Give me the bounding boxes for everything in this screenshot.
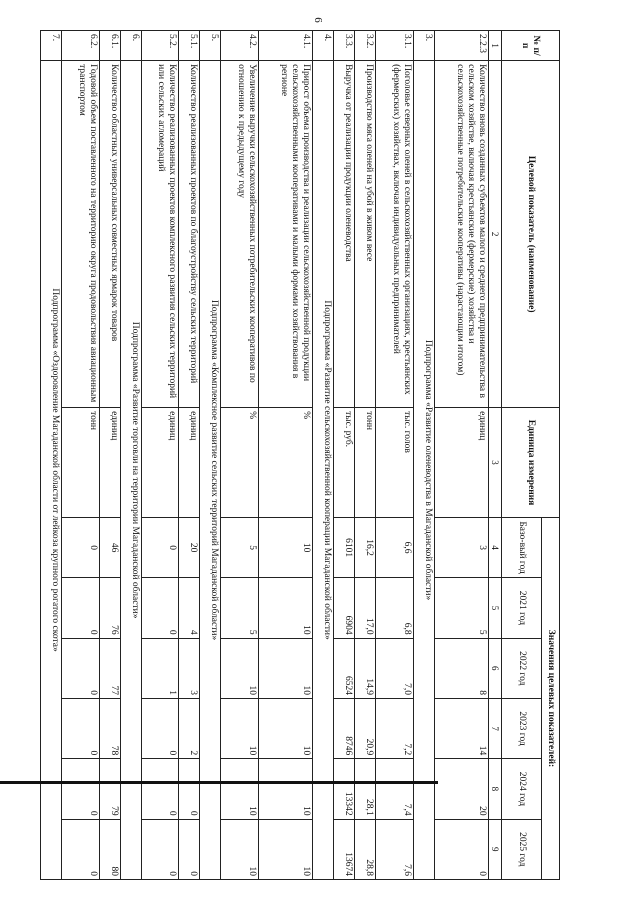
subprogram-title: Подпрограмма «Оздоровление Магаданской области от лейкоза крупного рогатого скота» bbox=[41, 61, 62, 880]
indicators-table-wrapper bbox=[40, 30, 560, 880]
row-unit: единиц bbox=[141, 408, 179, 518]
value-2025: 80 bbox=[99, 819, 120, 879]
row-unit: единиц bbox=[99, 408, 120, 518]
horizontal-rule bbox=[0, 781, 438, 784]
col-number: 5 bbox=[488, 578, 501, 638]
value-2023: 0 bbox=[62, 698, 100, 758]
col-number: 9 bbox=[488, 819, 501, 879]
row-number: 6. bbox=[120, 31, 141, 61]
header-values-group: Значения целевых показателей: bbox=[542, 517, 560, 879]
row-indicator: Увеличение выручки сельскохозяйственных потребительских кооперативов по отношению к предыдущему году bbox=[221, 61, 259, 408]
value-2024: 10 bbox=[221, 759, 259, 819]
page-number: 6 bbox=[312, 17, 324, 23]
subprogram-row bbox=[413, 31, 434, 880]
row-number: 5.1. bbox=[179, 31, 200, 61]
table-row bbox=[221, 31, 259, 880]
row-unit: % bbox=[221, 408, 259, 518]
table-row bbox=[333, 31, 354, 880]
row-number: 5. bbox=[200, 31, 221, 61]
row-number: 4.1. bbox=[258, 31, 312, 61]
header-2024: 2024 год bbox=[502, 759, 542, 819]
row-number: 2.2.3 bbox=[434, 31, 488, 61]
value-base: 6101 bbox=[333, 517, 354, 577]
value-2024: 7,4 bbox=[376, 759, 414, 819]
value-2021: 17,0 bbox=[355, 578, 376, 638]
col-number: 6 bbox=[488, 638, 501, 698]
row-number: 5.2. bbox=[141, 31, 179, 61]
value-2022: 8 bbox=[434, 638, 488, 698]
value-2021: 6904 bbox=[333, 578, 354, 638]
value-2022: 1 bbox=[141, 638, 179, 698]
value-2023: 0 bbox=[141, 698, 179, 758]
value-2023: 14 bbox=[434, 698, 488, 758]
row-number: 6.1. bbox=[99, 31, 120, 61]
row-indicator: Количество областных универсальных совместных ярмарок товаров bbox=[99, 61, 120, 408]
value-2021: 6,8 bbox=[376, 578, 414, 638]
table-row bbox=[141, 31, 179, 880]
value-2025: 10 bbox=[258, 819, 312, 879]
value-2022: 0 bbox=[62, 638, 100, 698]
value-base: 6,6 bbox=[376, 517, 414, 577]
row-number: 3.2. bbox=[355, 31, 376, 61]
table-row bbox=[376, 31, 414, 880]
table-row bbox=[434, 31, 488, 880]
value-2024: 10 bbox=[258, 759, 312, 819]
table-row bbox=[258, 31, 312, 880]
value-2024: 20 bbox=[434, 759, 488, 819]
value-base: 16,2 bbox=[355, 517, 376, 577]
row-indicator: Количество реализованных проектов комплексного развития сельских территорий или сельских агломераций bbox=[141, 61, 179, 408]
header-2021: 2021 год bbox=[502, 578, 542, 638]
value-2022: 7,0 bbox=[376, 638, 414, 698]
subprogram-title: Подпрограмма «Развитие сельскохозяйственной кооперации Магаданской области» bbox=[312, 61, 333, 880]
value-2022: 10 bbox=[258, 638, 312, 698]
row-indicator: Количество реализованных проектов по благоустройству сельских территорий bbox=[179, 61, 200, 408]
subprogram-title: Подпрограмма «Комплексное развитие сельских территорий Магаданской области» bbox=[200, 61, 221, 880]
row-number: 6.2. bbox=[62, 31, 100, 61]
value-2022: 77 bbox=[99, 638, 120, 698]
value-2022: 3 bbox=[179, 638, 200, 698]
col-number: 7 bbox=[488, 698, 501, 758]
row-indicator: Количество вновь созданных субъектов малого и среднего предпринимательства в сельском хозяйстве, включая крестьянские (фермерские) хозяйства и сельскохозяйственные потребительские кооперативы (нарастающим итогом) bbox=[434, 61, 488, 408]
row-unit: тонн bbox=[355, 408, 376, 518]
col-number: 8 bbox=[488, 759, 501, 819]
subprogram-row bbox=[41, 31, 62, 880]
value-2025: 13674 bbox=[333, 819, 354, 879]
value-2023: 10 bbox=[221, 698, 259, 758]
row-number: 3.3. bbox=[333, 31, 354, 61]
header-2025: 2025 год bbox=[502, 819, 542, 879]
row-indicator: Производство мяса оленей на убой в живом весе bbox=[355, 61, 376, 408]
row-indicator: Прирост объема производства и реализации сельскохозяйственной продукции сельскохозяйственными кооперативами и малыми формами хозяйствования в регионе bbox=[258, 61, 312, 408]
subprogram-row bbox=[120, 31, 141, 880]
indicators-table bbox=[40, 30, 560, 880]
value-2022: 6524 bbox=[333, 638, 354, 698]
value-2023: 2 bbox=[179, 698, 200, 758]
value-2025: 7,6 bbox=[376, 819, 414, 879]
value-base: 46 bbox=[99, 517, 120, 577]
value-base: 3 bbox=[434, 517, 488, 577]
row-number: 4. bbox=[312, 31, 333, 61]
header-indicator: Целевой показатель (наименование) bbox=[502, 61, 560, 408]
value-2025: 10 bbox=[221, 819, 259, 879]
value-2025: 28,8 bbox=[355, 819, 376, 879]
value-2021: 4 bbox=[179, 578, 200, 638]
value-base: 20 bbox=[179, 517, 200, 577]
row-indicator: Поголовье северных оленей в сельскохозяйственных организациях, крестьянских (фермерских) хозяйствах, включая индивидуальных предпринимателей bbox=[376, 61, 414, 408]
value-2023: 10 bbox=[258, 698, 312, 758]
value-2024: 0 bbox=[141, 759, 179, 819]
row-indicator: Годовой объем поставленного на территорию округа продовольствия авиационным транспортом bbox=[62, 61, 100, 408]
value-2024: 0 bbox=[62, 759, 100, 819]
subprogram-row bbox=[312, 31, 333, 880]
row-indicator: Выручка от реализации продукции оленеводства bbox=[333, 61, 354, 408]
value-2025: 0 bbox=[62, 819, 100, 879]
header-2023: 2023 год bbox=[502, 698, 542, 758]
header-unit: Единица измерения bbox=[502, 408, 560, 518]
header-2022: 2022 год bbox=[502, 638, 542, 698]
col-number: 4 bbox=[488, 517, 501, 577]
value-2021: 5 bbox=[221, 578, 259, 638]
table-row bbox=[355, 31, 376, 880]
value-2024: 0 bbox=[179, 759, 200, 819]
value-2024: 79 bbox=[99, 759, 120, 819]
value-2025: 0 bbox=[434, 819, 488, 879]
row-number: 4.2. bbox=[221, 31, 259, 61]
table-row bbox=[179, 31, 200, 880]
row-number: 3. bbox=[413, 31, 434, 61]
row-unit: % bbox=[258, 408, 312, 518]
value-2023: 20,9 bbox=[355, 698, 376, 758]
value-2021: 0 bbox=[62, 578, 100, 638]
value-2025: 0 bbox=[179, 819, 200, 879]
subprogram-title: Подпрограмма «Развитие торговли на территории Магаданской области» bbox=[120, 61, 141, 880]
value-2022: 14,9 bbox=[355, 638, 376, 698]
value-2025: 0 bbox=[141, 819, 179, 879]
value-2023: 78 bbox=[99, 698, 120, 758]
col-number: 3 bbox=[488, 408, 501, 518]
value-2021: 10 bbox=[258, 578, 312, 638]
table-row bbox=[99, 31, 120, 880]
col-number: 1 bbox=[488, 31, 501, 61]
value-2021: 76 bbox=[99, 578, 120, 638]
value-base: 0 bbox=[141, 517, 179, 577]
value-2023: 7,2 bbox=[376, 698, 414, 758]
value-2021: 5 bbox=[434, 578, 488, 638]
value-2024: 28,1 bbox=[355, 759, 376, 819]
row-number: 3.1. bbox=[376, 31, 414, 61]
value-2022: 10 bbox=[221, 638, 259, 698]
row-number: 7. bbox=[41, 31, 62, 61]
value-base: 10 bbox=[258, 517, 312, 577]
value-2023: 8746 bbox=[333, 698, 354, 758]
value-base: 0 bbox=[62, 517, 100, 577]
subprogram-title: Подпрограмма «Развитие оленеводства в Магаданской области» bbox=[413, 61, 434, 880]
header-base-year: Базо-вый год bbox=[502, 517, 542, 577]
col-number: 2 bbox=[488, 61, 501, 408]
row-unit: тыс. голов bbox=[376, 408, 414, 518]
row-unit: единиц bbox=[434, 408, 488, 518]
row-unit: единиц bbox=[179, 408, 200, 518]
value-2024: 13342 bbox=[333, 759, 354, 819]
value-2021: 0 bbox=[141, 578, 179, 638]
row-unit: тыс. руб. bbox=[333, 408, 354, 518]
row-unit: тонн bbox=[62, 408, 100, 518]
header-num: № п/п bbox=[502, 31, 560, 61]
table-row bbox=[62, 31, 100, 880]
subprogram-row bbox=[200, 31, 221, 880]
value-base: 5 bbox=[221, 517, 259, 577]
